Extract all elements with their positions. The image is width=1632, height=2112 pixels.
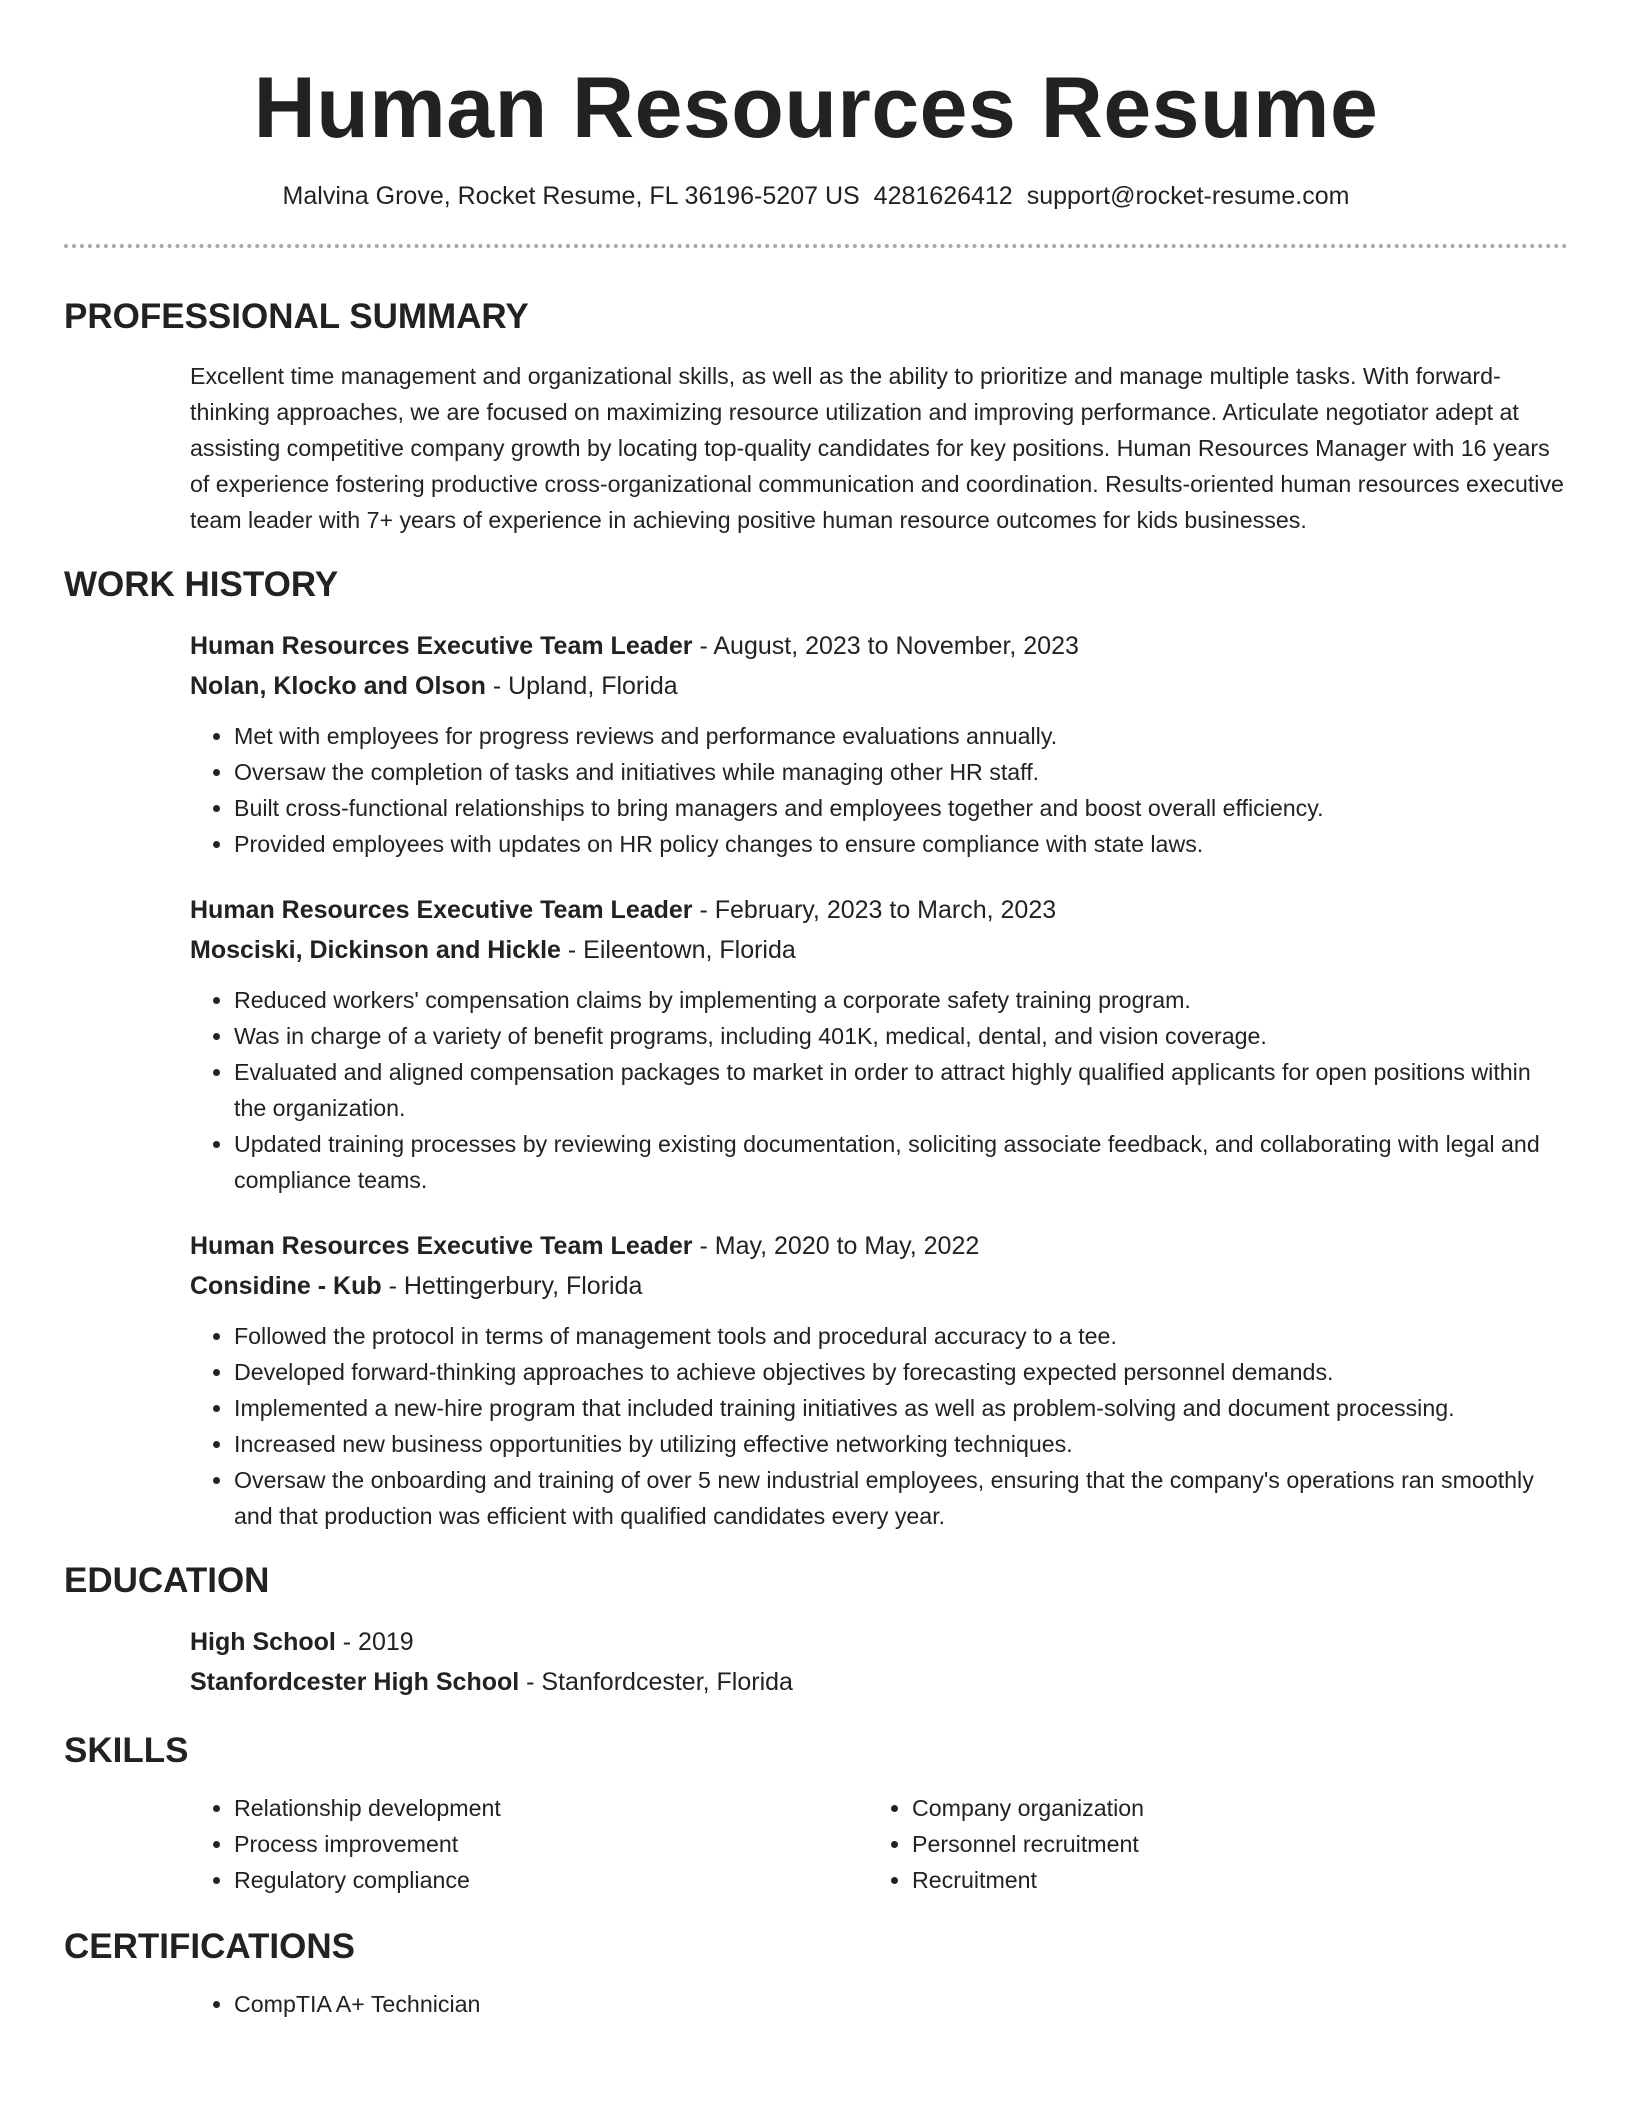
skill-item: • Relationship development	[234, 1790, 868, 1826]
job-dates: - August, 2023 to November, 2023	[692, 632, 1079, 660]
job-entry	[190, 890, 1568, 1198]
education-entry	[190, 1622, 1568, 1702]
section-heading-summary: PROFESSIONAL SUMMARY	[64, 297, 529, 336]
section-heading-work-history: WORK HISTORY	[64, 565, 339, 604]
job-location: - Upland, Florida	[485, 672, 678, 700]
job-location: - Hettingerbury, Florida	[381, 1272, 643, 1300]
job-bullet: • Updated training processes by reviewing existing documentation, soliciting associate feedback, and collaborating with legal and compliance teams.	[234, 1126, 1568, 1198]
job-bullet: • Developed forward-thinking approaches to achieve objectives by forecasting expected personnel demands.	[234, 1354, 1568, 1390]
education-year: - 2019	[335, 1628, 414, 1656]
job-bullet: • Was in charge of a variety of benefit programs, including 401K, medical, dental, and vision coverage.	[234, 1018, 1568, 1054]
job-bullets	[190, 1318, 1568, 1534]
skills-list	[868, 1790, 1546, 1898]
contact-email: support@rocket-resume.com	[1026, 182, 1350, 210]
section-heading-certifications: CERTIFICATIONS	[64, 1927, 356, 1966]
skills-column-left	[190, 1790, 868, 1898]
job-bullets	[190, 718, 1568, 862]
job-bullet: • Met with employees for progress reviews and performance evaluations annually.	[234, 718, 1568, 754]
work-history-list	[190, 626, 1568, 1534]
skill-item: • Process improvement	[234, 1826, 868, 1862]
resume-title: Human Resources Resume	[253, 60, 1379, 156]
job-title-line	[190, 626, 1568, 666]
job-bullets	[190, 982, 1568, 1198]
job-company-line	[190, 666, 1568, 706]
job-title-line	[190, 890, 1568, 930]
section-heading-education: EDUCATION	[64, 1561, 270, 1600]
job-entry	[190, 1226, 1568, 1534]
education-degree: High School	[190, 1628, 336, 1656]
section-heading-skills: SKILLS	[64, 1731, 189, 1770]
education-school-line	[190, 1662, 1568, 1702]
job-title: Human Resources Executive Team Leader	[190, 632, 693, 660]
job-bullet: • Reduced workers' compensation claims by implementing a corporate safety training program.	[234, 982, 1568, 1018]
skill-item: • Personnel recruitment	[912, 1826, 1546, 1862]
certifications-list	[190, 1986, 1568, 2022]
summary-text: Excellent time management and organizational skills, as well as the ability to prioritize and manage multiple tasks. With forward-thinking approaches, we are focused on maximizing resource utilization and improving performance. Articulate negotiator adept at assisting competitive company growth by locating top-quality candidates for key positions. Human Resources Manager with 16 years of experience fostering productive cross-organizational communication and coordination. Results-oriented human resources executive team leader with 7+ years of experience in achieving positive human resource outcomes for kids businesses.	[190, 363, 1564, 533]
skills-list	[190, 1790, 868, 1898]
skill-item: • Recruitment	[912, 1862, 1546, 1898]
job-bullet: • Provided employees with updates on HR policy changes to ensure compliance with state laws.	[234, 826, 1568, 862]
job-bullet: • Followed the protocol in terms of management tools and procedural accuracy to a tee.	[234, 1318, 1568, 1354]
job-bullet: • Built cross-functional relationships to bring managers and employees together and boost overall efficiency.	[234, 790, 1568, 826]
job-dates: - May, 2020 to May, 2022	[692, 1232, 980, 1260]
resume-page	[64, 0, 1568, 2022]
job-title: Human Resources Executive Team Leader	[190, 896, 693, 924]
job-dates: - February, 2023 to March, 2023	[692, 896, 1057, 924]
job-entry	[190, 626, 1568, 862]
education-degree-line	[190, 1622, 1568, 1662]
job-company: Considine - Kub	[190, 1272, 382, 1300]
job-company: Mosciski, Dickinson and Hickle	[190, 936, 561, 964]
job-bullet: • Oversaw the onboarding and training of over 5 new industrial employees, ensuring that the company's operations ran smoothly and that production was efficient with qualified candidates every year.	[234, 1462, 1568, 1534]
education-school: Stanfordcester High School	[190, 1668, 520, 1696]
job-bullet: • Oversaw the completion of tasks and initiatives while managing other HR staff.	[234, 754, 1568, 790]
contact-phone: 4281626412	[873, 182, 1013, 210]
job-bullet: • Increased new business opportunities by utilizing effective networking techniques.	[234, 1426, 1568, 1462]
job-title-line	[190, 1226, 1568, 1266]
job-company-line	[190, 930, 1568, 970]
header-divider	[64, 244, 1568, 248]
contact-line	[64, 178, 1568, 214]
skill-item: • Company organization	[912, 1790, 1546, 1826]
job-bullet: • Implemented a new-hire program that included training initiatives as well as problem-solving and document processing.	[234, 1390, 1568, 1426]
job-company-line	[190, 1266, 1568, 1306]
job-location: - Eileentown, Florida	[560, 936, 796, 964]
education-location: - Stanfordcester, Florida	[519, 1668, 793, 1696]
contact-address: Malvina Grove, Rocket Resume, FL 36196-5207 US	[282, 182, 860, 210]
certification-item: • CompTIA A+ Technician	[234, 1986, 1568, 2022]
job-title: Human Resources Executive Team Leader	[190, 1232, 693, 1260]
job-company: Nolan, Klocko and Olson	[190, 672, 486, 700]
skills-column-right	[868, 1790, 1546, 1898]
skills-grid	[190, 1790, 1568, 1898]
skill-item: • Regulatory compliance	[234, 1862, 868, 1898]
certifications-bullets	[190, 1986, 1568, 2022]
job-bullet: • Evaluated and aligned compensation packages to market in order to attract highly qualified applicants for open positions within the organization.	[234, 1054, 1568, 1126]
